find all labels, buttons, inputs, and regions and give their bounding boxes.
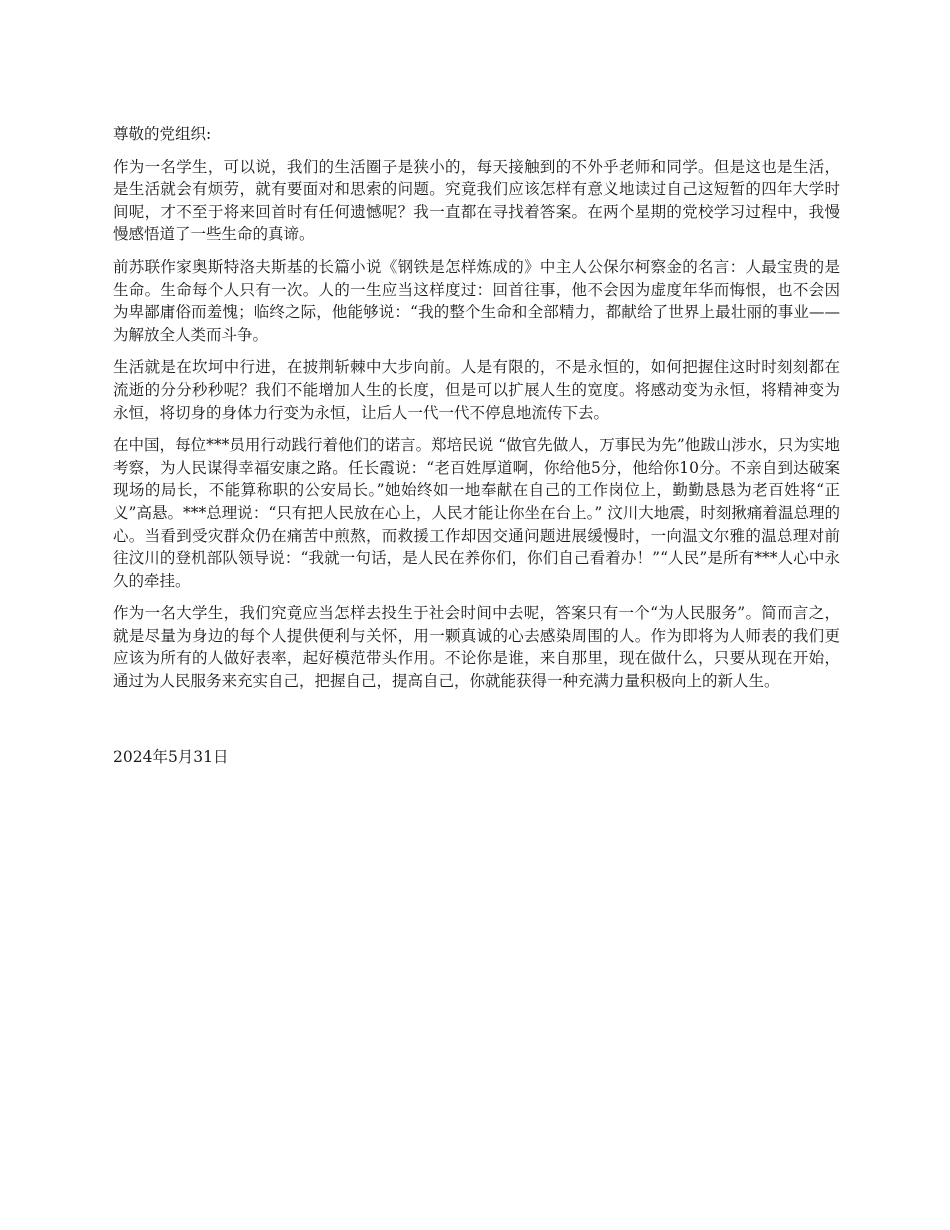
paragraph-4: 在中国，每位***员用行动践行着他们的诺言。郑培民说 “做官先做人，万事民为先”他跋山涉水，只为实地考察，为人民谋得幸福安康之路。任长霞说：“老百姓厚道啊，你给他5分，他给你10分。不亲自到达破案现场的局长，不能算称职的公安局长。”她始终如一地奉献在自己的工作岗位上，勤勤恳恳为老百姓将“正义”高悬。***总理说：“只有把人民放在心上，人民才能让你坐在台上。” 汶川大地震，时刻揪痛着温总理的心。当看到受灾群众仍在痛苦中煎熬，而救援工作却因交通问题进展缓慢时，一向温文尔雅的温总理对前往汶川的登机部队领导说：“我就一句话，是人民在养你们，你们自己看着办！”“人民”是所有***人心中永久的牵挂。 — [113, 436, 840, 590]
paragraph-2: 前苏联作家奥斯特洛夫斯基的长篇小说《钢铁是怎样炼成的》中主人公保尔柯察金的名言：人最宝贵的是生命。生命每个人只有一次。人的一生应当这样度过：回首往事，他不会因为虚度年华而悔恨，也不会因为卑鄙庸俗而羞愧；临终之际，他能够说：“我的整个生命和全部精力，都献给了世界上最壮丽的事业——为解放全人类而斗争。 — [113, 257, 840, 344]
letter-body — [113, 123, 840, 784]
letter-date: 2024年5月31日 — [113, 747, 229, 766]
paragraph-5: 作为一名大学生，我们究竟应当怎样去投生于社会时间中去呢，答案只有一个“为人民服务”。简而言之，就是尽量为身边的每个人提供便利与关怀，用一颗真诚的心去感染周围的人。作为即将为人师表的我们更应该为所有的人做好表率，起好模范带头作用。不论你是谁，来自那里，现在做什么，只要从现在开始，通过为人民服务来充实自己，把握自己，提高自己，你就能获得一种充满力量积极向上的新人生。 — [113, 604, 840, 691]
paragraph-1: 作为一名学生，可以说，我们的生活圈子是狭小的，每天接触到的不外乎老师和同学。但是这也是生活，是生活就会有烦劳，就有要面对和思索的问题。究竟我们应该怎样有意义地读过自己这短暂的四年大学时间呢，才不至于将来回首时有任何遗憾呢？我一直都在寻找着答案。在两个星期的党校学习过程中，我慢慢感悟道了一些生命的真谛。 — [113, 157, 840, 244]
salutation: 尊敬的党组织: — [113, 125, 212, 143]
paragraph-3: 生活就是在坎坷中行进，在披荆斩棘中大步向前。人是有限的，不是永恒的，如何把握住这时时刻刻都在流逝的分分秒秒呢？我们不能增加人生的长度，但是可以扩展人生的宽度。将感动变为永恒，将精神变为永恒，将切身的身体力行变为永恒，让后人一代一代不停息地流传下去。 — [113, 358, 840, 422]
